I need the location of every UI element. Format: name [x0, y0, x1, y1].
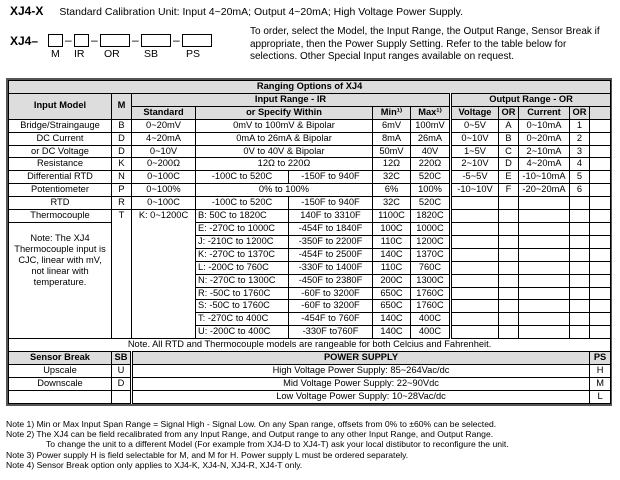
model-label-ps: PS	[186, 48, 201, 60]
row-model: Differential RTD	[9, 171, 112, 184]
empty-cell	[451, 274, 499, 287]
row-max: 520C	[411, 171, 451, 184]
row-voltage-or: C	[499, 145, 519, 158]
ps-header: PS	[590, 352, 611, 365]
tc-fahrenheit: -330F to760F	[289, 326, 373, 339]
model-label-ir: IR	[74, 48, 85, 60]
row-max: 100%	[411, 184, 451, 197]
model-label-m: M	[51, 48, 60, 60]
tc-max: 760C	[411, 261, 451, 274]
model-box-m	[48, 34, 63, 47]
empty-cell	[590, 261, 611, 274]
tc-fahrenheit: -454F to 2500F	[289, 248, 373, 261]
empty-cell	[451, 326, 499, 339]
row-min: 32C	[373, 197, 411, 210]
footnote: Note 1) Min or Max Input Span Range = Signal High - Signal Low. On any Span range, offsets from 0% to ±60% can be selected.	[6, 419, 497, 429]
footnote: Note 2) The XJ4 can be field recalibrated from any Input Range, and Output range to any other Input Range, and Output Range.	[6, 429, 494, 440]
tc-min: 140C	[373, 248, 411, 261]
row-min: 8mA	[373, 132, 411, 145]
or2-header: OR	[570, 106, 590, 119]
empty-cell	[519, 248, 570, 261]
row-current-or: 4	[570, 158, 590, 171]
empty-cell	[570, 261, 590, 274]
empty-cell	[590, 287, 611, 300]
row-spacer	[590, 132, 611, 145]
current-header: Current	[519, 106, 570, 119]
empty-cell	[519, 326, 570, 339]
tc-fahrenheit: -60F to 3200F	[289, 300, 373, 313]
row-voltage: -10~10V	[451, 184, 499, 197]
tc-min: 200C	[373, 274, 411, 287]
model-dash: –	[65, 33, 72, 47]
model-code-diagram	[10, 28, 240, 62]
row-specify: 0% to 100%	[196, 184, 373, 197]
table-row	[9, 377, 611, 390]
thermocouple-standard: K: 0~1200C	[132, 210, 196, 339]
header-model: XJ4-X	[10, 4, 44, 18]
empty-cell	[451, 261, 499, 274]
tc-fahrenheit: -330F to 1400F	[289, 261, 373, 274]
row-voltage: 1~5V	[451, 145, 499, 158]
table-row	[9, 132, 611, 145]
row-standard: 0~10V	[132, 145, 196, 158]
row-min: 32C	[373, 171, 411, 184]
row-min: 12Ω	[373, 158, 411, 171]
model-dash: –	[91, 33, 98, 47]
row-m: B	[112, 119, 132, 132]
tc-max: 1760C	[411, 287, 451, 300]
tc-fahrenheit: -350F to 2200F	[289, 235, 373, 248]
row-voltage: 0~10V	[451, 132, 499, 145]
power-supply-header: POWER SUPPLY	[132, 352, 590, 365]
tc-celsius: T: -270C to 400C	[196, 313, 289, 326]
ranging-options-table	[6, 78, 612, 406]
sensor-break-name: Downscale	[9, 377, 112, 390]
row-current: 0~10mA	[519, 119, 570, 132]
footnote: Note 4) Sensor Break option only applies to XJ4-K, XJ4-N, XJ4-R, XJ4-T only.	[6, 459, 303, 470]
tc-min: 650C	[373, 287, 411, 300]
empty-cell	[570, 248, 590, 261]
empty-cell	[499, 210, 519, 223]
tc-min: 140C	[373, 326, 411, 339]
empty-cell	[451, 300, 499, 313]
power-supply-code: L	[590, 390, 611, 403]
empty-cell	[451, 210, 499, 223]
header	[10, 4, 463, 18]
min-header: Min¹⁾	[373, 106, 411, 119]
tc-fahrenheit: -450F to 2380F	[289, 274, 373, 287]
tc-max: 1820C	[411, 210, 451, 223]
footnote: To change the unit to a different Model (For example from XJ4-D to XJ4-T) ask your local distibutor to reconfigure the unit.	[46, 439, 509, 450]
row-current-or: 2	[570, 132, 590, 145]
tc-max: 1760C	[411, 300, 451, 313]
tc-celsius: K: -270C to 1370C	[196, 248, 289, 261]
empty-cell	[499, 235, 519, 248]
sensor-break-code: D	[112, 377, 132, 390]
empty-cell	[499, 248, 519, 261]
table-row	[9, 119, 611, 132]
row-specify-fahrenheit: -150F to 940F	[289, 197, 373, 210]
row-m: N	[112, 171, 132, 184]
empty-cell	[519, 300, 570, 313]
empty-cell	[519, 287, 570, 300]
power-supply-text: High Voltage Power Supply: 85~264Vac/dc	[132, 364, 590, 377]
model-box-sb	[141, 34, 171, 47]
model-dash: –	[132, 33, 139, 47]
empty-cell	[570, 326, 590, 339]
voltage-header: Voltage	[451, 106, 499, 119]
empty-cell	[451, 222, 499, 235]
row-voltage-or: E	[499, 171, 519, 184]
model-code-lead: XJ4–	[10, 34, 39, 48]
power-supply-code: M	[590, 377, 611, 390]
row-current: 0~20mA	[519, 132, 570, 145]
row-max: 220Ω	[411, 158, 451, 171]
tc-celsius: R: -50C to 1760C	[196, 287, 289, 300]
row-standard: 0~100%	[132, 184, 196, 197]
row-voltage-or: A	[499, 119, 519, 132]
tc-min: 140C	[373, 313, 411, 326]
row-model: Resistance	[9, 158, 112, 171]
model-label-or: OR	[104, 48, 120, 60]
sb-header: SB	[112, 352, 132, 365]
row-current	[519, 197, 570, 210]
row-voltage-or	[499, 197, 519, 210]
tc-max: 1370C	[411, 248, 451, 261]
footnote: Note 3) Power supply H is field selectable for M, and M for H. Power supply L must be ordered separately.	[6, 449, 409, 460]
tc-max: 1000C	[411, 222, 451, 235]
model-box-ps	[182, 34, 212, 47]
row-min: 50mV	[373, 145, 411, 158]
row-current: -10~10mA	[519, 171, 570, 184]
row-voltage: 0~5V	[451, 119, 499, 132]
tc-max: 400C	[411, 326, 451, 339]
row-spacer	[590, 158, 611, 171]
rtd-note: Note. All RTD and Thermocouple models are rangeable for both Celcius and Fahrenheit.	[9, 339, 611, 352]
row-spacer	[590, 119, 611, 132]
empty-cell	[499, 222, 519, 235]
tc-min: 650C	[373, 300, 411, 313]
empty-cell	[9, 390, 112, 403]
power-supply-code: H	[590, 364, 611, 377]
tc-celsius: U: -200C to 400C	[196, 326, 289, 339]
model-box-or	[100, 34, 130, 47]
empty-cell	[451, 313, 499, 326]
row-specify-celsius: -100C to 520C	[196, 197, 289, 210]
empty-cell	[590, 235, 611, 248]
row-standard: 0~100C	[132, 197, 196, 210]
tc-celsius: L: -200C to 760C	[196, 261, 289, 274]
row-m: D	[112, 145, 132, 158]
row-current-or: 5	[570, 171, 590, 184]
empty-cell	[519, 261, 570, 274]
row-model: Bridge/Straingauge	[9, 119, 112, 132]
row-voltage	[451, 197, 499, 210]
empty-cell	[499, 261, 519, 274]
empty-cell	[570, 235, 590, 248]
row-specify-celsius: -100C to 520C	[196, 171, 289, 184]
power-supply-text: Low Voltage Power Supply: 10~28Vac/dc	[132, 390, 590, 403]
row-max: 100mV	[411, 119, 451, 132]
empty-cell	[451, 287, 499, 300]
order-description: To order, select the Model, the Input Range, the Output Range, Sensor Break if appropriate, then the Power Supply Setting. Refer to the table below for selections. Other Special Input ranges available on request.	[250, 26, 600, 62]
empty-cell	[112, 390, 132, 403]
row-specify: 0V to 40V & Bipolar	[196, 145, 373, 158]
row-m: R	[112, 197, 132, 210]
row-spacer	[590, 145, 611, 158]
row-model: or DC Voltage	[9, 145, 112, 158]
row-specify-fahrenheit: -150F to 940F	[289, 171, 373, 184]
empty-cell	[590, 326, 611, 339]
row-specify: 12Ω to 220Ω	[196, 158, 373, 171]
empty-cell	[570, 300, 590, 313]
empty-cell	[451, 248, 499, 261]
tc-celsius: E: -270C to 1000C	[196, 222, 289, 235]
standard-header: Standard	[132, 106, 196, 119]
tc-celsius: S: -50C to 1760C	[196, 300, 289, 313]
empty-cell	[570, 313, 590, 326]
row-current-or: 3	[570, 145, 590, 158]
empty-cell	[519, 235, 570, 248]
row-standard: 4~20mA	[132, 132, 196, 145]
row-current-or: 1	[570, 119, 590, 132]
model-box-ir	[74, 34, 89, 47]
row-model: DC Current	[9, 132, 112, 145]
thermocouple-model: Thermocouple	[9, 210, 112, 223]
tc-celsius: N: -270C to 1300C	[196, 274, 289, 287]
tc-fahrenheit: -60F to 3200F	[289, 287, 373, 300]
thermocouple-note: Note: The XJ4 Thermocouple input is CJC, linear with mV, not linear with temperature.	[9, 222, 112, 338]
empty-cell	[519, 210, 570, 223]
footnotes	[6, 419, 618, 470]
model-label-sb: SB	[144, 48, 159, 60]
input-range-header: Input Range - IR	[132, 93, 451, 106]
table-row	[9, 145, 611, 158]
row-current: -20~20mA	[519, 184, 570, 197]
empty-cell	[499, 287, 519, 300]
empty-cell	[590, 313, 611, 326]
row-m: P	[112, 184, 132, 197]
empty-cell	[499, 326, 519, 339]
row-min: 6%	[373, 184, 411, 197]
empty-cell	[499, 274, 519, 287]
row-current-or: 6	[570, 184, 590, 197]
empty-cell	[499, 313, 519, 326]
specify-header: or Specify Within	[196, 106, 373, 119]
output-range-header: Output Range - OR	[451, 93, 611, 106]
row-current-or	[570, 197, 590, 210]
row-model: Potentiometer	[9, 184, 112, 197]
thermocouple-row	[9, 222, 611, 235]
table-row	[9, 390, 611, 403]
table-title: Ranging Options of XJ4	[9, 81, 611, 94]
row-spacer	[590, 197, 611, 210]
tc-min: 110C	[373, 261, 411, 274]
row-spacer	[590, 171, 611, 184]
tc-min: 110C	[373, 235, 411, 248]
sensor-break-header: Sensor Break	[9, 352, 112, 365]
tc-max: 1300C	[411, 274, 451, 287]
empty-cell	[590, 210, 611, 223]
sensor-break-name: Upscale	[9, 364, 112, 377]
row-standard: 0~100C	[132, 171, 196, 184]
tc-fahrenheit: -454F to 760F	[289, 313, 373, 326]
row-m: D	[112, 132, 132, 145]
row-current: 4~20mA	[519, 158, 570, 171]
table-row	[9, 197, 611, 210]
thermocouple-m: T	[112, 210, 132, 339]
empty-cell	[519, 222, 570, 235]
power-supply-text: Mid Voltage Power Supply: 22~90Vdc	[132, 377, 590, 390]
tc-celsius: B: 50C to 1820C	[196, 210, 289, 223]
empty-cell	[590, 248, 611, 261]
row-voltage-or: D	[499, 158, 519, 171]
thermocouple-row	[9, 210, 611, 223]
empty-cell	[499, 300, 519, 313]
row-model: RTD	[9, 197, 112, 210]
or-header: OR	[499, 106, 519, 119]
sensor-break-code: U	[112, 364, 132, 377]
tc-celsius: J: -210C to 1200C	[196, 235, 289, 248]
empty-cell	[519, 313, 570, 326]
empty-cell	[519, 274, 570, 287]
empty-cell	[570, 222, 590, 235]
empty-cell	[570, 287, 590, 300]
row-spacer	[590, 184, 611, 197]
table-row	[9, 364, 611, 377]
row-max: 40V	[411, 145, 451, 158]
tc-max: 400C	[411, 313, 451, 326]
tc-fahrenheit: -454F to 1840F	[289, 222, 373, 235]
empty-cell	[451, 235, 499, 248]
row-current: 2~10mA	[519, 145, 570, 158]
max-header: Max¹⁾	[411, 106, 451, 119]
tc-fahrenheit: 140F to 3310F	[289, 210, 373, 223]
row-max: 26mA	[411, 132, 451, 145]
model-dash: –	[173, 33, 180, 47]
empty-cell	[590, 274, 611, 287]
row-min: 6mV	[373, 119, 411, 132]
row-standard: 0~200Ω	[132, 158, 196, 171]
m-header: M	[112, 93, 132, 119]
table-row	[9, 158, 611, 171]
row-standard: 0~20mV	[132, 119, 196, 132]
empty-cell	[570, 274, 590, 287]
tc-max: 1200C	[411, 235, 451, 248]
row-specify: 0mA to 26mA & Bipolar	[196, 132, 373, 145]
row-voltage: -5~5V	[451, 171, 499, 184]
empty-cell	[590, 222, 611, 235]
row-max: 520C	[411, 197, 451, 210]
empty-cell	[590, 300, 611, 313]
row-m: K	[112, 158, 132, 171]
output-spacer	[590, 106, 611, 119]
row-voltage: 2~10V	[451, 158, 499, 171]
table-row	[9, 171, 611, 184]
tc-min: 1100C	[373, 210, 411, 223]
table-row	[9, 184, 611, 197]
input-model-header: Input Model	[9, 93, 112, 119]
row-specify: 0mV to 100mV & Bipolar	[196, 119, 373, 132]
row-voltage-or: B	[499, 132, 519, 145]
empty-cell	[570, 210, 590, 223]
header-text: Standard Calibration Unit: Input 4~20mA; Output 4~20mA; High Voltage Power Supply.	[59, 6, 464, 18]
tc-min: 100C	[373, 222, 411, 235]
row-voltage-or: F	[499, 184, 519, 197]
